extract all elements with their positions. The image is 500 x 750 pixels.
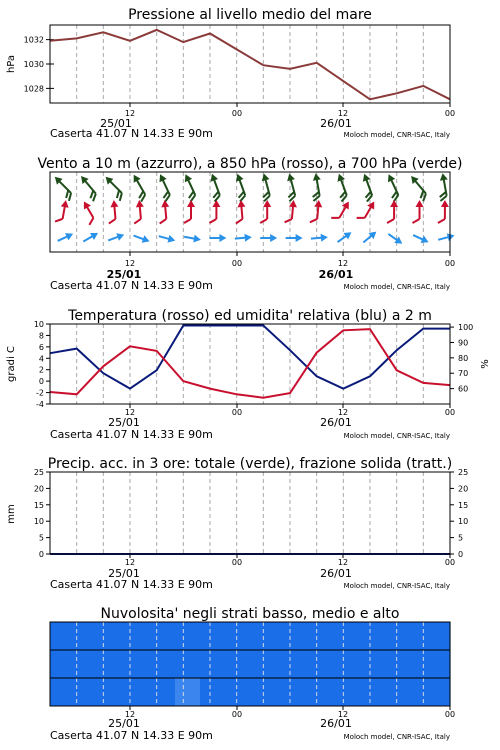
cloud-cell: [250, 678, 276, 706]
cloud-cell: [425, 678, 451, 706]
credit-label: Moloch model, CNR-ISAC, Italy: [343, 582, 450, 590]
wind-barb: [282, 172, 300, 201]
barb-head: [110, 200, 119, 208]
credit-label: Moloch model, CNR-ISAC, Italy: [343, 131, 450, 139]
date-label-0: 25/01: [108, 717, 140, 730]
wind-barb: [50, 174, 77, 201]
wind-barb: [184, 200, 195, 223]
cloud-cell: [400, 678, 426, 706]
barb-head: [116, 231, 125, 241]
precip-panel: [6, 456, 468, 591]
cloud-cell: [100, 650, 126, 678]
y-tick-label-right: 90: [458, 338, 469, 348]
y-tick-label: 8: [38, 331, 44, 341]
barb-feather: [159, 219, 166, 224]
credit-label: Moloch model, CNR-ISAC, Italy: [343, 733, 450, 741]
x-tick-label: 12: [337, 109, 349, 118]
x-tick-label: 12: [124, 558, 136, 567]
wind-panel: [37, 156, 462, 292]
wind-barb: [209, 200, 220, 223]
barb-head: [270, 234, 277, 242]
wind-barb: [101, 174, 128, 201]
wind-barb: [285, 199, 298, 223]
wind-barb: [76, 173, 102, 201]
date-label-0: 25/01: [100, 117, 132, 130]
barb-head: [167, 235, 176, 245]
x-tick-label: 12: [124, 710, 136, 719]
y-tick-label: 10: [33, 517, 44, 527]
barb-feather: [184, 219, 191, 223]
y-tick-label-right: 20: [458, 484, 469, 494]
precip-frame: [50, 472, 450, 554]
pressure-line: [50, 30, 450, 99]
wind-barb: [158, 232, 176, 244]
y-tick-label: 1030: [23, 60, 44, 69]
cloud-cell: [350, 650, 376, 678]
cloud-cell: [275, 678, 301, 706]
cloud-cell: [150, 678, 176, 706]
pressure-title: Pressione al livello medio del mare: [128, 7, 372, 23]
y-tick-label: 1028: [23, 84, 44, 94]
wind-barb: [437, 232, 455, 244]
cloud-cell: [75, 678, 101, 706]
y-tick-label: 5: [38, 533, 44, 543]
wind-barb: [209, 234, 226, 242]
barb-head: [296, 234, 303, 242]
cloud-cell: [225, 678, 251, 706]
wind-barb: [55, 199, 70, 224]
wind-barb: [234, 200, 247, 224]
y-tick-label: 1032: [23, 35, 44, 45]
barb-head: [156, 173, 166, 183]
wind-barb: [158, 200, 171, 224]
barb-feather: [285, 218, 292, 223]
barb-head: [314, 200, 323, 208]
wind-barb: [311, 233, 329, 242]
wind-barb: [81, 230, 100, 245]
wind-barb: [179, 173, 200, 202]
credit-label: Moloch model, CNR-ISAC, Italy: [343, 283, 450, 291]
wind-barb: [382, 173, 403, 202]
barb-feather: [387, 219, 394, 223]
cloud-cell: [75, 622, 101, 650]
y-tick-label-right: 15: [458, 500, 469, 510]
barb-feather: [134, 219, 141, 224]
wind-barb: [56, 230, 75, 244]
barb-feather: [109, 219, 116, 224]
barb-head: [360, 172, 370, 181]
y-tick-label-right: 70: [458, 369, 469, 379]
cloud-cell: [225, 650, 251, 678]
date-label-1: 26/01: [320, 567, 352, 580]
temperature-ylabel: gradi C: [6, 346, 17, 382]
wind-title: Vento a 10 m (azzurro), a 850 hPa (rosso), a 700 hPa (verde): [37, 156, 463, 172]
y-tick-label: -4: [36, 400, 44, 409]
wind-barb: [386, 231, 405, 247]
x-tick-label: 12: [124, 109, 136, 118]
cloud-cell: [300, 678, 326, 706]
x-tick-label: 00: [444, 109, 456, 118]
temperature-line: [50, 329, 450, 398]
wind-barb: [332, 172, 352, 201]
y-tick-label-right: 0: [458, 550, 464, 559]
cloud-cell: [150, 622, 176, 650]
x-tick-label: 00: [444, 558, 456, 567]
cloud-cell: [200, 650, 226, 678]
y-tick-label: -2: [36, 388, 44, 398]
barb-head: [421, 236, 431, 246]
y-tick-label: 20: [33, 484, 44, 494]
cloud-cell: [100, 678, 126, 706]
pressure-panel: [6, 7, 455, 140]
credit-label: Moloch model, CNR-ISAC, Italy: [343, 432, 450, 440]
cloud-cell: [400, 622, 426, 650]
barb-head: [260, 172, 270, 181]
x-tick-label: 12: [337, 710, 349, 719]
barb-feather: [357, 214, 365, 221]
barb-head: [212, 200, 220, 207]
wind-barb: [128, 173, 151, 202]
barb-feather: [55, 218, 63, 223]
temperature-title: Temperatura (rosso) ed umidita' relativa (blu) a 2 m: [68, 308, 432, 324]
cloud-cell: [325, 650, 351, 678]
y-tick-label-right: 60: [458, 384, 469, 394]
cloud-cell: [275, 622, 301, 650]
cloud-panel: [50, 606, 455, 742]
cloud-cell: [250, 622, 276, 650]
cloud-cell: [300, 622, 326, 650]
cloud-cell: [325, 622, 351, 650]
humidity-line: [50, 326, 450, 389]
date-label-1: 26/01: [318, 268, 354, 281]
cloud-cell: [225, 622, 251, 650]
y-tick-label-right: 10: [458, 517, 469, 527]
wind-barb: [436, 173, 452, 201]
cloud-cell: [200, 678, 226, 706]
humidity-ylabel: %: [480, 359, 491, 369]
cloud-cell: [125, 678, 151, 706]
wind-barb: [257, 172, 275, 201]
x-tick-label: 12: [337, 259, 349, 268]
barb-feather: [331, 214, 339, 221]
x-tick-label: 00: [444, 259, 456, 268]
y-tick-label-right: 5: [458, 533, 464, 543]
barb-head: [219, 234, 226, 242]
wind-barb: [183, 233, 201, 244]
pressure-ylabel: hPa: [6, 54, 17, 74]
wind-barb: [78, 199, 99, 224]
barb-head: [441, 200, 449, 207]
cloud-cell: [275, 650, 301, 678]
wind-barb: [406, 173, 432, 201]
y-tick-label-right: 80: [458, 353, 469, 363]
wind-barb: [132, 232, 151, 245]
cloud-cell: [175, 650, 201, 678]
wind-barb: [411, 231, 430, 245]
precip-title: Precip. acc. in 3 ore: totale (verde), frazione solida (tratt.): [47, 456, 453, 472]
cloud-cell: [425, 650, 451, 678]
wind-barb: [231, 172, 251, 201]
wind-barb: [132, 200, 145, 224]
x-tick-label: 12: [124, 408, 136, 417]
wind-barb: [438, 200, 449, 223]
x-tick-label: 12: [124, 259, 136, 268]
cloud-cell: [75, 650, 101, 678]
wind-barb: [107, 231, 126, 244]
barb-head: [234, 172, 244, 181]
cloud-cell: [100, 622, 126, 650]
y-tick-label-right: 25: [458, 468, 469, 477]
barb-head: [447, 232, 456, 242]
temperature-frame: [50, 324, 450, 404]
cloud-cell: [50, 622, 76, 650]
pressure-frame: [50, 25, 450, 103]
cloud-cell: [350, 622, 376, 650]
barb-head: [187, 200, 195, 207]
barb-head: [142, 235, 151, 245]
x-tick-label: 00: [444, 710, 456, 719]
date-label-0: 25/01: [108, 567, 140, 580]
wind-barb: [234, 233, 252, 242]
cloud-cell: [200, 622, 226, 650]
x-tick-label: 00: [444, 408, 456, 417]
temperature-panel: [6, 308, 491, 441]
wind-barb: [205, 172, 225, 201]
date-label-1: 26/01: [320, 717, 352, 730]
barb-head: [65, 230, 75, 240]
location-label: Caserta 41.07 N 14.33 E 90m: [50, 428, 213, 441]
wind-barb: [335, 229, 354, 245]
barb-head: [244, 233, 252, 242]
location-label: Caserta 41.07 N 14.33 E 90m: [50, 279, 213, 292]
cloud-cell: [350, 678, 376, 706]
cloud-cell: [175, 622, 201, 650]
x-tick-label: 00: [231, 408, 243, 417]
wind-barb: [357, 198, 378, 223]
cloud-cell: [125, 622, 151, 650]
x-tick-label: 12: [337, 558, 349, 567]
barb-head: [385, 173, 395, 183]
y-tick-label-right: 100: [458, 323, 474, 333]
date-label-1: 26/01: [320, 416, 352, 429]
barb-feather: [438, 219, 445, 223]
barb-head: [367, 199, 377, 209]
barb-feather: [310, 218, 317, 223]
location-label: Caserta 41.07 N 14.33 E 90m: [50, 729, 213, 742]
cloud-cell: [175, 678, 201, 706]
cloud-title: Nuvolosita' negli strati basso, medio e alto: [100, 606, 400, 622]
barb-head: [193, 235, 201, 244]
barb-feather: [87, 218, 95, 225]
y-tick-label: 0: [38, 550, 44, 559]
x-tick-label: 00: [231, 558, 243, 567]
location-label: Caserta 41.07 N 14.33 E 90m: [50, 578, 213, 591]
cloud-cell: [325, 678, 351, 706]
date-label-0: 25/01: [108, 416, 140, 429]
wind-barb: [331, 198, 352, 223]
wind-barb: [286, 234, 303, 242]
barb-head: [237, 200, 246, 208]
wind-barb: [413, 200, 424, 223]
y-tick-label: 15: [33, 500, 44, 510]
cloud-cell: [250, 650, 276, 678]
wind-barb: [107, 200, 120, 224]
y-tick-label: 0: [38, 377, 44, 387]
barb-head: [416, 200, 424, 207]
cloud-cell: [150, 650, 176, 678]
cloud-cell: [125, 650, 151, 678]
y-tick-label: 4: [38, 354, 44, 364]
x-tick-label: 12: [337, 408, 349, 417]
x-tick-label: 00: [231, 259, 243, 268]
y-tick-label: 6: [38, 342, 44, 352]
date-label-1: 26/01: [320, 117, 352, 130]
cloud-cell: [425, 622, 451, 650]
y-tick-label: 2: [38, 365, 44, 375]
wind-barb: [260, 200, 271, 223]
y-tick-label: 10: [33, 320, 44, 329]
barb-head: [439, 173, 448, 181]
cloud-cell: [300, 650, 326, 678]
location-label: Caserta 41.07 N 14.33 E 90m: [50, 127, 213, 140]
y-tick-label: 25: [33, 468, 44, 477]
date-label-0: 25/01: [106, 268, 142, 281]
wind-barb: [358, 172, 378, 201]
barb-head: [161, 200, 170, 208]
barb-head: [80, 199, 90, 209]
x-tick-label: 00: [231, 710, 243, 719]
barb-head: [130, 173, 140, 183]
barb-head: [321, 233, 329, 242]
barb-head: [90, 230, 100, 240]
cloud-cell: [50, 650, 76, 678]
cloud-cell: [400, 650, 426, 678]
x-tick-label: 00: [231, 109, 243, 118]
wind-barb: [260, 234, 277, 242]
precip-ylabel: mm: [6, 504, 17, 524]
cloud-cell: [50, 678, 76, 706]
barb-feather: [413, 219, 420, 223]
